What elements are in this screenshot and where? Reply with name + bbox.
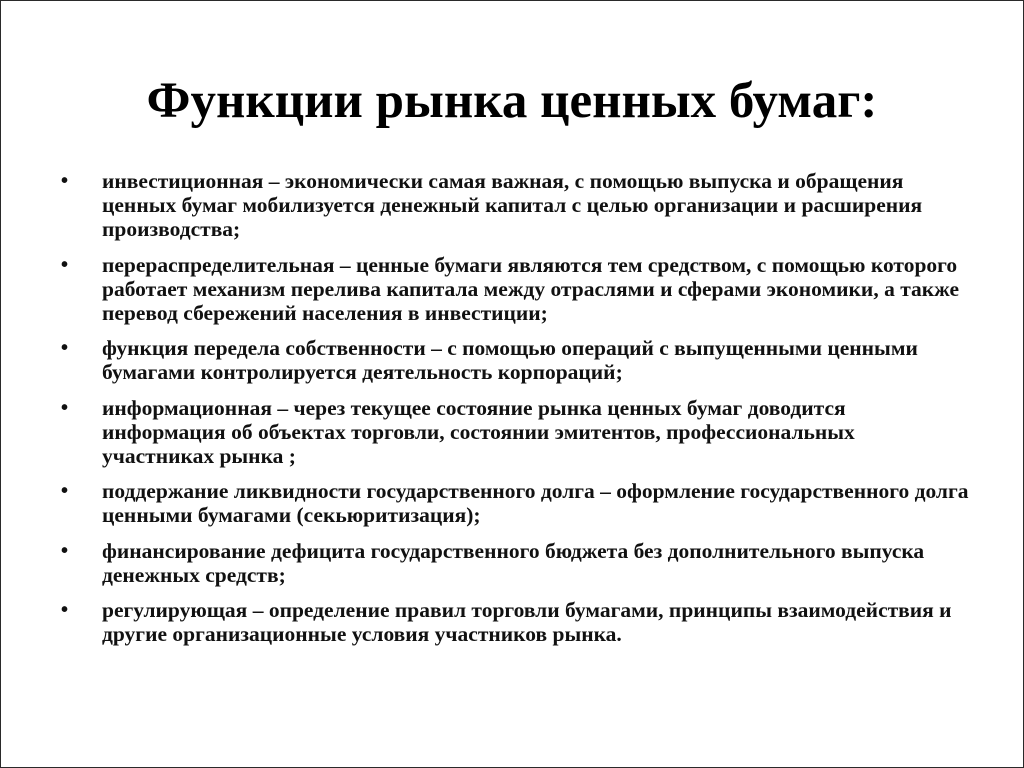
slide-title: Функции рынка ценных бумаг:	[146, 73, 878, 129]
list-item-text: поддержание ликвидности государственного долга – оформление государственного долга ценными бумагами (секьюритизация);	[102, 479, 969, 527]
list-item-text: информационная – через текущее состояние рынка ценных бумаг доводится информация об объектах торговли, состоянии эмитентов, профессиональных участниках рынка ;	[102, 395, 855, 468]
list-item-text: инвестиционная – экономически самая важная, с помощью выпуска и обращения ценных бумаг мобилизуется денежный капитал с целью организации и расширения производства;	[102, 169, 923, 241]
bullet-icon: •	[61, 480, 69, 502]
list-item-text: перераспределительная – ценные бумаги являются тем средством, с помощью которого работает механизм перелива капитала между отраслями и сферами экономики, а также перевод сбережений населения в инвестиции;	[102, 252, 960, 325]
list-item	[61, 253, 971, 325]
list-item-text: регулирующая – определение правил торговли бумагами, принципы взаимодействия и другие организационные условия участников рынка.	[102, 598, 952, 646]
bullet-icon: •	[61, 396, 69, 419]
list-item	[61, 479, 971, 527]
list-item-text: финансирование дефицита государственного бюджета без дополнительного выпуска денежных средств;	[102, 538, 925, 587]
bullet-icon: •	[61, 170, 69, 192]
list-item	[61, 539, 971, 587]
bullet-icon: •	[61, 539, 69, 562]
bullet-icon: •	[61, 253, 69, 276]
list-item	[61, 169, 971, 241]
bullet-icon: •	[61, 599, 69, 621]
list-item	[61, 336, 971, 384]
list-item	[61, 396, 971, 468]
bullet-list	[61, 169, 971, 658]
list-item	[61, 598, 971, 646]
list-item-text: функция передела собственности – с помощью операций с выпущенными ценными бумагами контролируется деятельность корпораций;	[102, 336, 918, 384]
bullet-icon: •	[61, 337, 69, 359]
